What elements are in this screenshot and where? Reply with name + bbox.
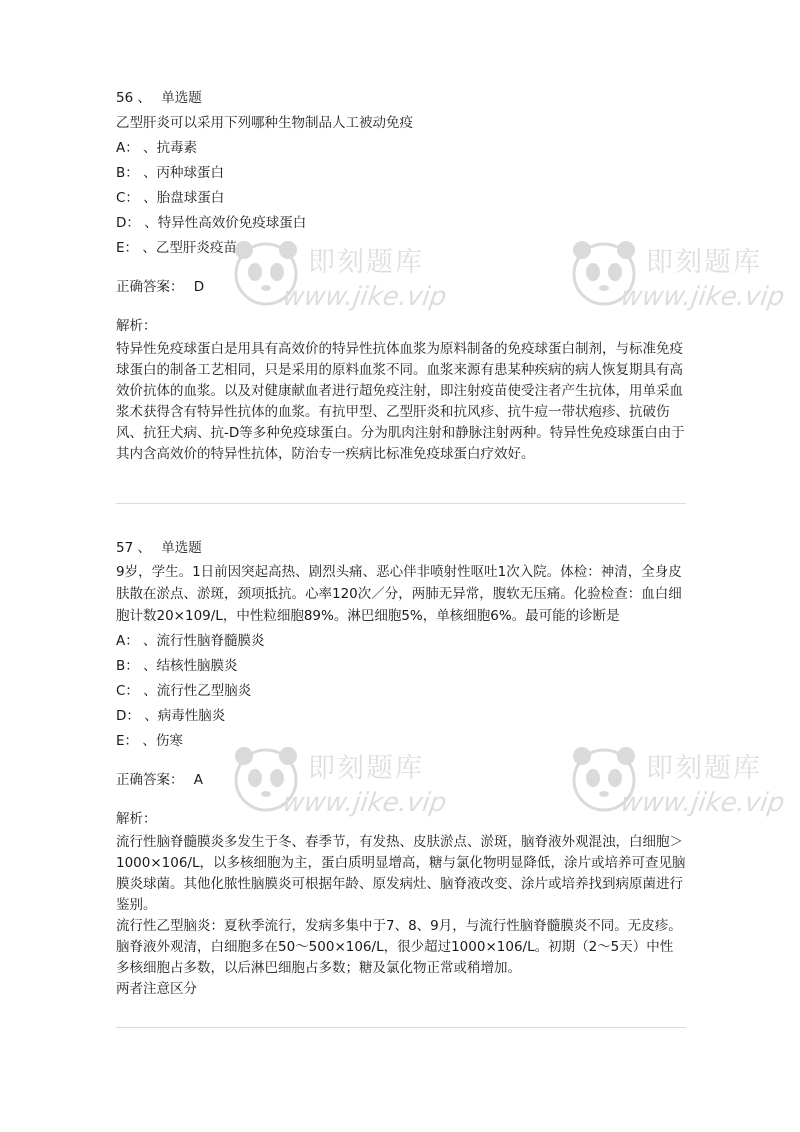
option-a [116,136,686,161]
option-b [116,161,686,186]
analysis-text: 流行性脑脊髓膜炎多发生于冬、春季节，有发热、皮肤淤点、淤斑，脑脊液外观混浊，白细胞＞1000×106/L，以多核细胞为主，蛋白质明显增高，糖与氯化物明显降低，涂片或培养可查见脑膜炎球菌。其他化脓性脑膜炎可根据年龄、原发病灶、脑脊液改变、涂片或培养找到病原菌进行鉴别。 [116,834,686,913]
option-text: 、流行性脑脊髓膜炎 [143,633,265,649]
answer-label: 正确答案： [116,279,184,295]
watermark-brand: 即刻题库 [646,247,762,278]
option-text: 、乙型肝炎疫苗 [142,240,237,256]
option-label: D： [116,708,140,724]
option-text: 、特异性高效价免疫球蛋白 [144,215,307,231]
option-label: C： [116,683,139,699]
option-label: B： [116,658,139,674]
option-a [116,629,686,654]
option-text: 、胎盘球蛋白 [143,190,225,206]
question-header [116,536,686,561]
question-number: 56 、 [116,90,151,106]
question-number: 57 、 [116,540,151,556]
analysis-text: 流行性乙型脑炎：夏秋季流行，发病多集中于7、8、9月，与流行性脑脊髓膜炎不同。无皮疹。脑脊液外观清，白细胞多在50～500×106/L，很少超过1000×106/L。初期（2～5天）中性多核细胞占多数，以后淋巴细胞占多数；糖及氯化物正常或稍增加。 [116,918,682,976]
divider [116,1027,686,1028]
divider [116,503,686,504]
option-text: 、抗毒素 [143,140,198,156]
option-b [116,654,686,679]
watermark-brand: 即刻题库 [646,753,762,784]
correct-answer [116,768,686,793]
question-header [116,86,686,111]
option-label: E： [116,240,139,256]
option-c [116,679,686,704]
answer-value: A [193,772,204,788]
option-text: 、结核性脑膜炎 [143,658,238,674]
question-stem: 乙型肝炎可以采用下列哪种生物制品人工被动免疫 [116,115,413,131]
option-text: 、流行性乙型脑炎 [143,683,252,699]
option-label: A： [116,633,139,649]
watermark-url: www.jike.vip [618,282,787,312]
option-c [116,186,686,211]
option-e [116,236,686,261]
watermark-brand: 即刻题库 [308,753,424,784]
question-stem: 9岁，学生。1日前因突起高热、剧烈头痛、恶心伴非喷射性呕吐1次入院。体检：神清，全身皮肤散在淤点、淤斑，颈项抵抗。心率120次／分，两肺无异常，腹软无压痛。化验检查：血白细胞计数20×109/L，中性粒细胞89%。淋巴细胞5%，单核细胞6%。最可能的诊断是 [116,564,682,624]
option-d [116,704,686,729]
question-56 [116,86,686,465]
option-d [116,211,686,236]
analysis-text: 特异性免疫球蛋白是用具有高效价的特异性抗体血浆为原料制备的免疫球蛋白制剂，与标准免疫球蛋白的制备工艺相同，只是采用的原料血浆不同。血浆来源有患某种疾病的病人恢复期具有高效价抗体的血浆。以及对健康献血者进行超免疫注射，即注射疫苗使受注者产生抗体，用单采血浆术获得含有特异性抗体的血浆。有抗甲型、乙型肝炎和抗风疹、抗牛痘一带状疱疹、抗破伤风、抗狂犬病、抗-D等多种免疫球蛋白。分为肌肉注射和静脉注射两种。特异性免疫球蛋白由于其内含高效价的特异性抗体，防治专一疾病比标准免疫球蛋白疗效好。 [116,341,685,462]
question-type: 单选题 [161,540,202,556]
watermark-url: www.jike.vip [280,282,449,312]
question-57 [116,536,686,1000]
option-label: A： [116,140,139,156]
option-label: C： [116,190,139,206]
option-label: B： [116,165,139,181]
watermark-brand: 即刻题库 [308,247,424,278]
analysis-text: 两者注意区分 [116,981,197,997]
answer-value: D [193,279,205,295]
question-type: 单选题 [161,90,202,106]
option-e [116,729,686,754]
watermark-url: www.jike.vip [280,788,449,818]
option-text: 、伤寒 [142,733,183,749]
option-label: D： [116,215,140,231]
analysis-label: 解析： [116,811,157,827]
option-label: E： [116,733,139,749]
correct-answer [116,275,686,300]
option-text: 、病毒性脑炎 [144,708,226,724]
answer-label: 正确答案： [116,772,184,788]
analysis-label: 解析： [116,318,157,334]
watermark-url: www.jike.vip [618,788,787,818]
option-text: 、丙种球蛋白 [143,165,225,181]
